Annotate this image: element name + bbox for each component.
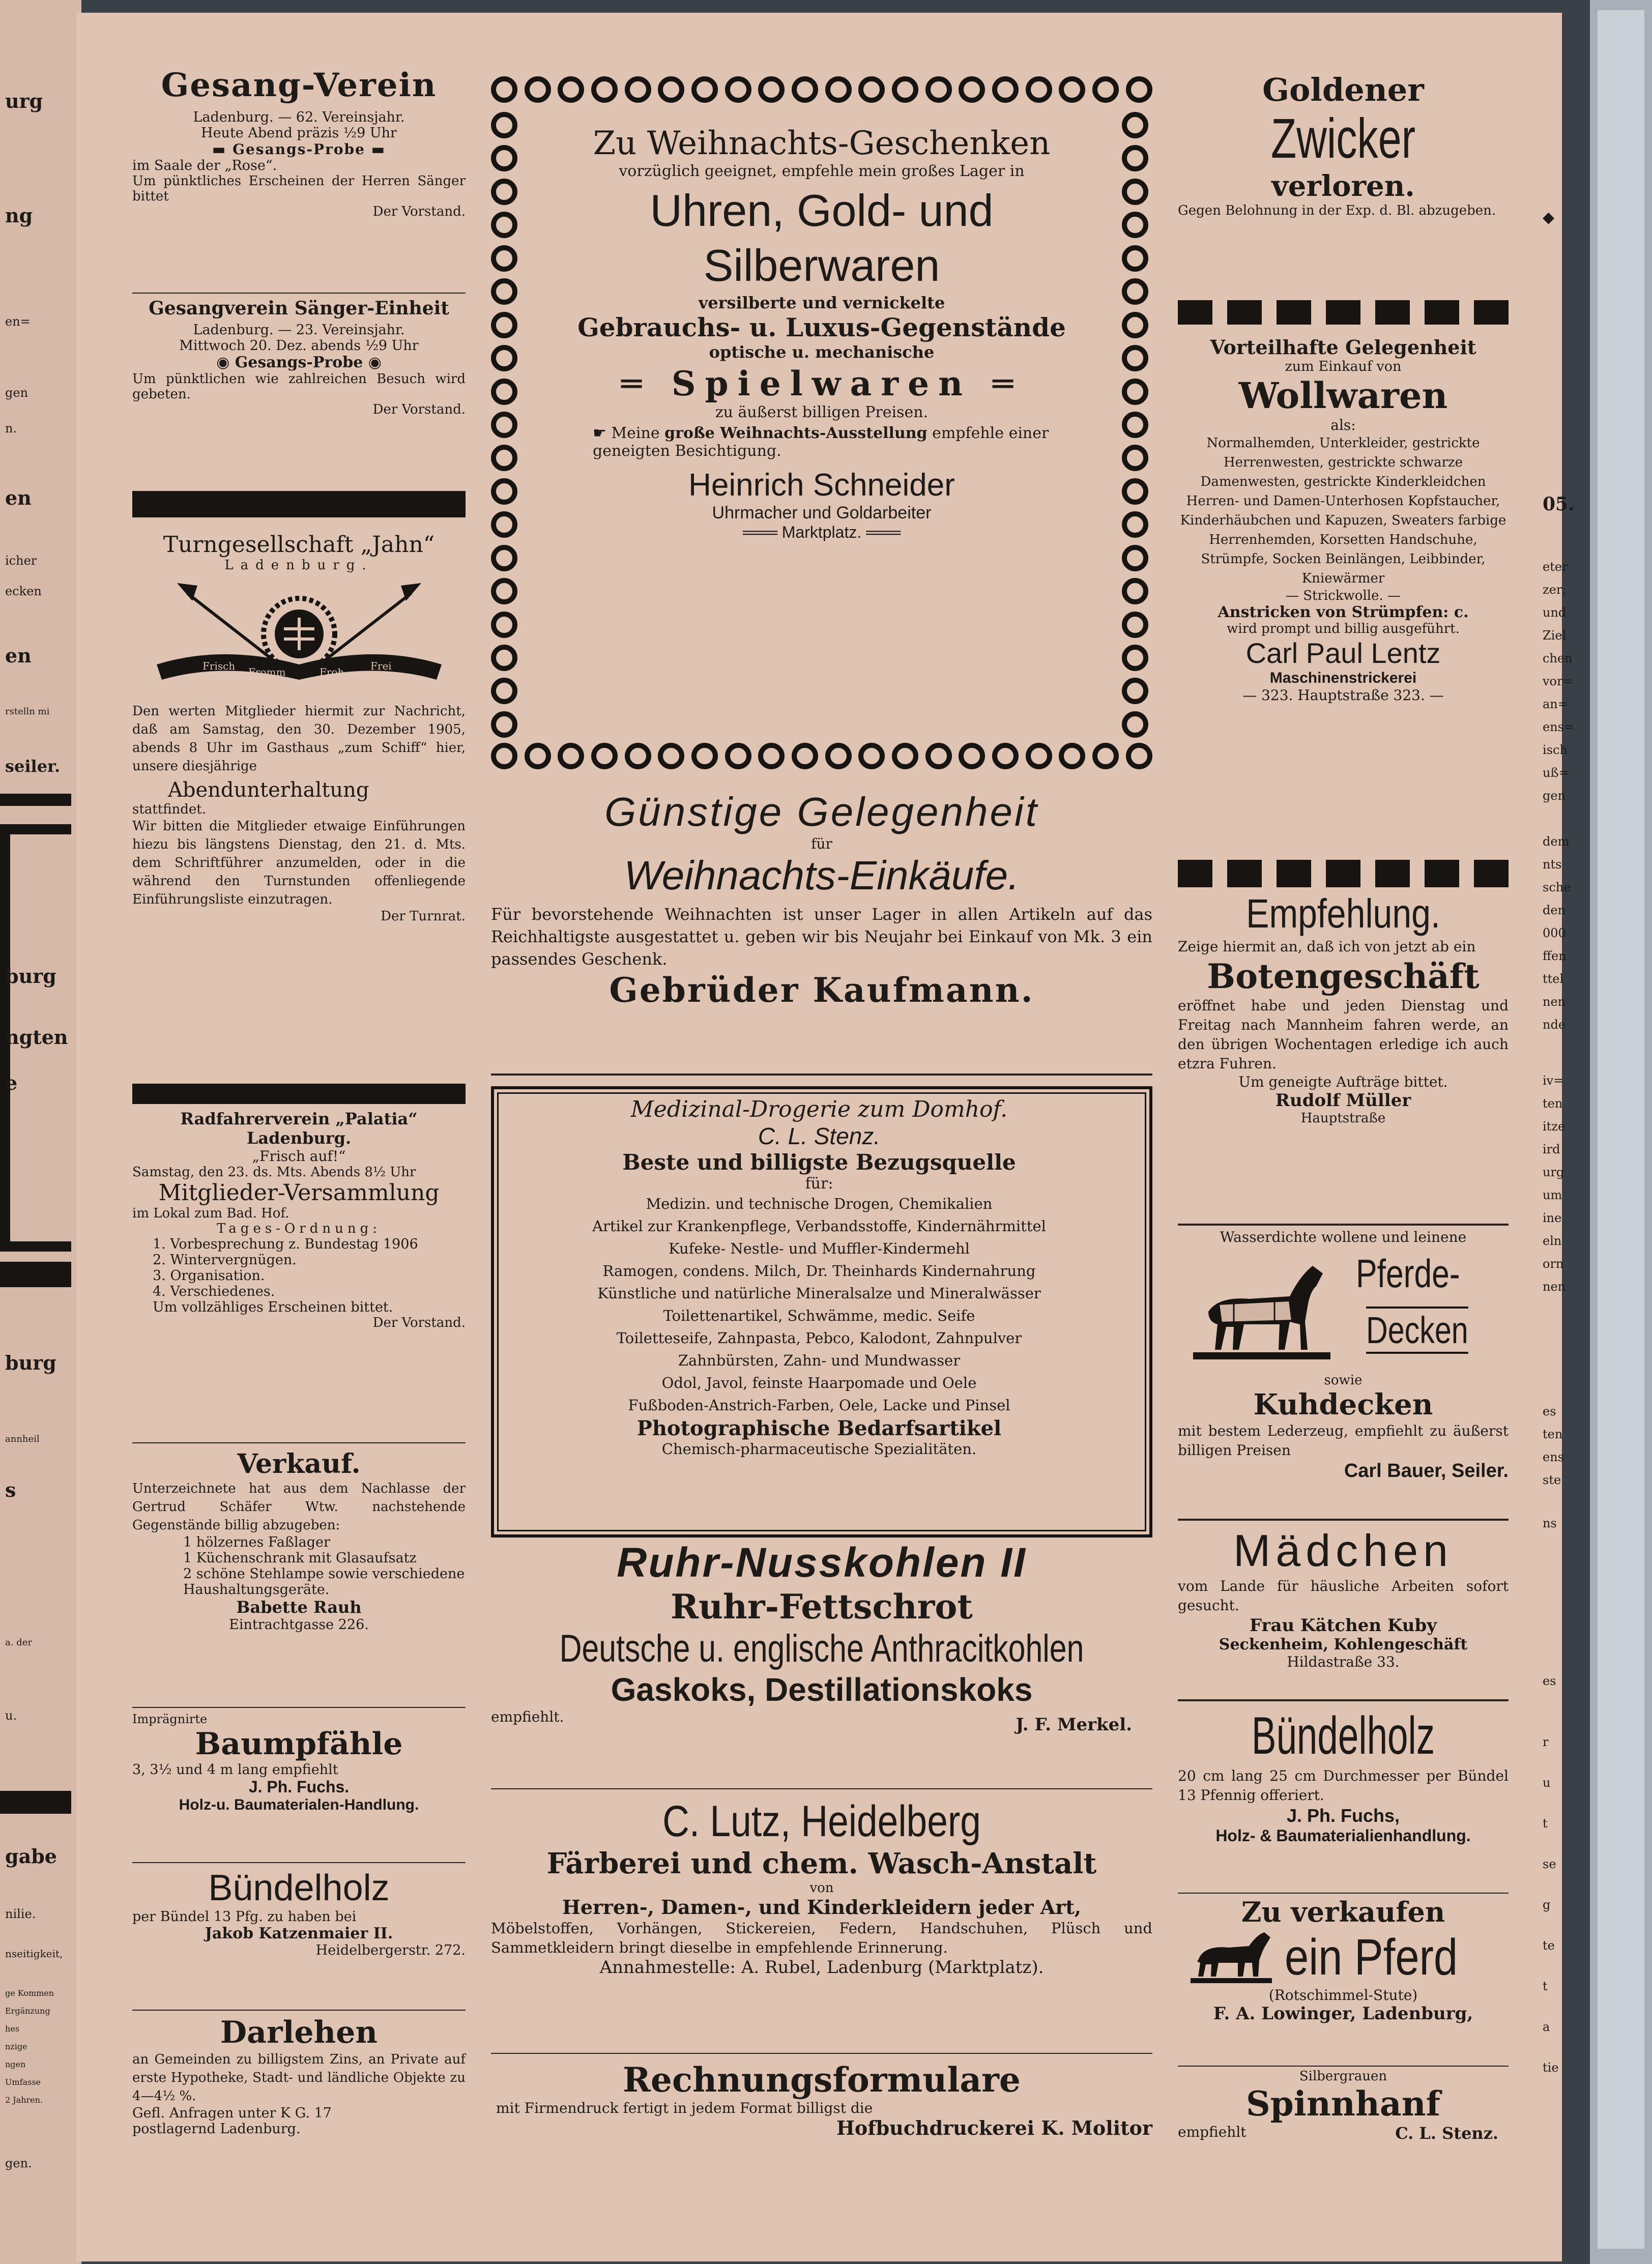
ad-text: 20 cm lang 25 cm Durchmesser per Bündel 13 Pfennig offeriert.	[1178, 1767, 1509, 1804]
ad-text: von	[809, 1880, 834, 1896]
edge-fragment: isch	[1543, 743, 1568, 757]
ad-text: Gefl. Anfragen unter K G. 17	[132, 2105, 332, 2121]
ad-text: Wir bitten die Mitglieder etwaige Einführungen hiezu bis längstens Dienstag, den 21. d. Mts. dem Schriftführer anzumelden, oder in die während den Turnstunden offenliegende Einführungsliste einzutragen.	[132, 819, 466, 907]
ad-gebrueder-kaufmann	[491, 789, 1152, 1010]
ad-highlight-text: Gesangs-Probe	[235, 354, 363, 371]
edge-fragment: annheil	[5, 1434, 40, 1444]
ad-name: Frau Kätchen Kuby	[1250, 1615, 1437, 1636]
ad-list-item: Toilettenartikel, Schwämme, medic. Seife	[663, 1307, 975, 1324]
ad-title: Verkauf.	[237, 1448, 361, 1479]
ad-headline: Färberei und chem. Wasch-Anstalt	[546, 1847, 1097, 1880]
ad-darlehen	[132, 2010, 466, 2137]
edge-fragment: eter	[1543, 560, 1568, 574]
ad-maedchen	[1178, 1519, 1509, 1670]
ad-title: Radfahrerverein „Palatia“ Ladenburg.	[180, 1109, 418, 1148]
ad-text: Annahmestelle: A. Rubel, Ladenburg (Marktplatz).	[599, 1957, 1044, 1978]
edge-fragment: orn	[1543, 1257, 1564, 1271]
edge-fragment: tie	[1543, 2060, 1559, 2075]
ad-text: optische u. mechanische	[709, 342, 935, 362]
ad-list-item: Medizin. und technische Drogen, Chemikalien	[646, 1195, 993, 1212]
ad-owner: C. L. Stenz.	[758, 1123, 881, 1149]
edge-bar	[0, 1241, 71, 1252]
edge-fragment: um	[1543, 1188, 1562, 1202]
ad-text: Silbergrauen	[1299, 2069, 1387, 2084]
ad-text: Herren-, Damen-, und Kinderkleidern jeder Art,	[562, 1896, 1082, 1919]
edge-fragment: gabe	[5, 1845, 57, 1868]
ad-title: Rechnungsformulare	[623, 2060, 1021, 2100]
edge-fragment: ge Kommen	[5, 1988, 54, 1998]
ad-headline: Ruhr-Fettschrot	[671, 1587, 973, 1627]
ad-footer	[1178, 2124, 1509, 2143]
ad-name: J. Ph. Fuchs,	[1286, 1805, 1400, 1826]
edge-fragment: vor=	[1543, 674, 1573, 688]
edge-fragment: uß=	[1543, 766, 1569, 780]
edge-fragment: urg	[5, 90, 43, 112]
ad-highlight: ▬ Gesangs-Probe ▬	[212, 141, 386, 158]
dash-rule	[1178, 300, 1509, 325]
ad-firm: Maschinenstrickerei	[1269, 670, 1417, 686]
ad-headline: Botengeschäft	[1207, 956, 1480, 996]
edge-fragment: ngen	[5, 2059, 26, 2069]
edge-fragment: gen	[1543, 789, 1566, 803]
ad-text: per Bündel 13 Pfg. zu haben bei	[132, 1909, 357, 1925]
rule	[491, 1073, 1152, 1081]
ad-signature: Der Vorstand.	[372, 1315, 466, 1330]
ad-text: zu äußerst billigen Preisen.	[715, 403, 929, 421]
ad-title: Goldener	[1262, 71, 1424, 108]
edge-fragment: t	[1543, 1816, 1548, 1831]
ad-text: als:	[1330, 417, 1356, 433]
ad-highlight: große Weihnachts-Ausstellung	[664, 424, 928, 442]
edge-fragment: en	[5, 486, 32, 509]
ad-buendelholz-right	[1178, 1699, 1509, 1845]
ad-text: (Rotschimmel-Stute)	[1268, 1987, 1418, 2004]
ad-headline-text: Spielwaren	[671, 364, 972, 403]
ad-headline: ═ Spielwaren ═	[621, 364, 1022, 403]
ad-list-item: Künstliche und natürliche Mineralsalze und Mineralwässer	[597, 1285, 1041, 1302]
ad-headline: Silberwaren	[703, 240, 940, 291]
ad-text: im Saale der „Rose“.	[132, 158, 277, 173]
ad-title: Baumpfähle	[195, 1726, 403, 1762]
edge-fragment: dem	[1543, 834, 1570, 849]
ad-baumpfaehle	[132, 1707, 466, 1814]
ad-signature: Der Vorstand.	[372, 204, 466, 219]
ad-title: C. Lutz, Heidelberg	[662, 1797, 981, 1846]
ad-text: Um pünktlichen wie zahlreichen Besuch wird gebeten.	[132, 371, 466, 402]
ad-text: Für bevorstehende Weihnachten ist unser Lager in allen Artikeln auf das Reichhaltigste ausgestattet u. geben wir bis Neujahr bei Einkauf von Mk. 3 ein passendes Geschenk.	[491, 905, 1152, 969]
edge-fragment: itze	[1543, 1119, 1566, 1134]
black-rule	[132, 491, 466, 517]
ad-address: Seckenheim, Kohlengeschäft	[1219, 1636, 1468, 1653]
edge-fragment: zer;	[1543, 583, 1567, 597]
ad-text: Gegen Belohnung in der Exp. d. Bl. abzugeben.	[1178, 203, 1496, 218]
ad-headline: Beste und billigste Bezugsquelle	[622, 1150, 1016, 1175]
ad-headline: Zu verkaufen	[1241, 1896, 1445, 1928]
ad-text: sowie	[1324, 1373, 1363, 1388]
previous-page-edge	[0, 0, 81, 2264]
edge-fragment: ste	[1543, 1473, 1561, 1487]
turnverein-emblem-icon	[147, 578, 452, 695]
ad-headline: Vorteilhafte Gelegenheit	[1210, 336, 1476, 359]
ad-verkauf	[132, 1442, 466, 1633]
ad-headline: ein Pferd	[1285, 1929, 1458, 1986]
ad-text: Chemisch-pharmaceutische Spezialitäten.	[661, 1440, 977, 1458]
ad-wollwaren	[1178, 336, 1509, 704]
ad-text: — Strickwolle. —	[1285, 588, 1401, 603]
ad-signature: Babette Rauh	[236, 1598, 362, 1617]
ad-name: C. L. Stenz.	[1395, 2124, 1498, 2143]
edge-fragment: ng	[5, 204, 33, 227]
ad-small: Imprägnirte	[132, 1712, 208, 1726]
edge-fragment: en	[5, 644, 32, 667]
ad-headline: Uhren, Gold- und	[650, 185, 994, 236]
ad-name: J. Ph. Fuchs.	[248, 1778, 350, 1796]
ad-text: zum Einkauf von	[1285, 359, 1402, 374]
ad-name: J. F. Merkel.	[1016, 1715, 1132, 1735]
ad-address: Heidelbergerstr. 272.	[315, 1942, 466, 1958]
ad-list-item: 2 schöne Stehlampe sowie verschiedene Haushaltungsgeräte.	[183, 1566, 465, 1598]
ad-lutz	[491, 1788, 1152, 1978]
ad-text: Samstag, den 23. ds. Mts. Abends 8½ Uhr	[132, 1165, 416, 1180]
edge-fragment: 000	[1543, 926, 1566, 940]
ad-text: Ladenburg. — 23. Vereinsjahr.	[193, 322, 405, 338]
ad-name: Jakob Katzenmaier II.	[205, 1925, 393, 1942]
ad-title: Wollwaren	[1238, 374, 1448, 417]
ad-text: Um pünktliches Erscheinen der Herren Sänger bittet	[132, 173, 466, 204]
ad-text-row	[547, 424, 1096, 460]
horse-icon	[1188, 1930, 1274, 1986]
ad-gesang-verein	[132, 66, 466, 219]
edge-fragment: ten	[1543, 1096, 1563, 1111]
ad-title: Gesang-Verein	[161, 66, 437, 104]
edge-fragment: s	[5, 1478, 16, 1501]
ad-highlight-text: Gesangs-Probe	[233, 141, 365, 158]
ad-text: mit Firmendruck fertigt in jedem Format billigst die	[496, 2100, 873, 2116]
horse-blanket-icon	[1183, 1256, 1336, 1368]
ad-title: Weihnachts-Einkäufe.	[624, 853, 1020, 898]
ad-text: empfiehlt	[1178, 2124, 1247, 2140]
ad-headline: Pferde-	[1356, 1251, 1460, 1296]
ad-headline: Decken	[1366, 1307, 1468, 1354]
ad-list-item: Artikel zur Krankenpflege, Verbandsstoffe, Kindernährmittel	[592, 1217, 1046, 1235]
ad-text: Gebrauchs- u. Luxus-Gegenstände	[577, 312, 1066, 342]
edge-fragment: hes	[5, 2024, 19, 2034]
ad-event: Mitglieder-Versammlung	[158, 1180, 440, 1206]
black-rule	[132, 1084, 466, 1104]
ad-title: Medizinal-Drogerie zum Domhof.	[630, 1096, 1008, 1122]
ad-pferd-verkauf	[1178, 1893, 1509, 2024]
ad-title: Darlehen	[220, 2015, 378, 2050]
agenda-item: 4. Verschiedenes.	[153, 1284, 275, 1299]
agenda-item: 1. Vorbesprechung z. Bundestag 1906	[153, 1236, 418, 1252]
edge-fragment: Ergänzung	[5, 2006, 50, 2016]
edge-fragment: a	[1543, 2020, 1550, 2034]
ad-title: Zu Weihnachts-Geschenken	[593, 125, 1051, 162]
edge-fragment: se	[1543, 1857, 1556, 1871]
ad-footer	[491, 1708, 1152, 1735]
edge-fragment: Ziel	[1543, 628, 1567, 643]
edge-fragment: g	[1543, 1898, 1551, 1912]
edge-fragment: den	[1543, 903, 1566, 917]
ad-title: Bündelholz	[208, 1868, 390, 1908]
ad-address: ═══ Marktplatz. ═══	[742, 523, 901, 541]
ad-image-row	[1178, 1245, 1509, 1373]
ad-text: mit bestem Lederzeug, empfiehlt zu äußerst billigen Preisen	[1178, 1423, 1509, 1459]
ad-address: — 323. Hauptstraße 323. —	[1242, 687, 1444, 704]
ad-list-item: Kufeke- Nestle- und Muffler-Kindermehl	[669, 1240, 970, 1257]
ad-text: Möbelstoffen, Vorhängen, Stickereien, Federn, Handschuhen, Plüsch und Sammetkleidern bringt dieselbe in empfehlende Erinnerung.	[491, 1920, 1152, 1956]
scan-backboard	[1590, 0, 1652, 2264]
ad-name: Heinrich Schneider	[688, 468, 955, 503]
edge-fragment: n.	[5, 421, 17, 436]
edge-fragment: te	[1543, 1938, 1555, 1953]
ad-text: vorzüglich geeignet, empfehle mein großes Lager in	[619, 162, 1025, 180]
ad-title: Turngesellschaft „Jahn“	[163, 532, 435, 558]
ad-subtitle: Ladenburg.	[224, 558, 373, 573]
ad-text: vom Lande für häusliche Arbeiten sofort gesucht.	[1178, 1578, 1509, 1614]
ad-name: Gebrüder Kaufmann.	[609, 970, 1034, 1010]
ad-name: Hofbuchdruckerei K. Molitor	[836, 2116, 1152, 2139]
agenda-item: 2. Wintervergnügen.	[153, 1252, 297, 1268]
ad-headline: Deutsche u. englische Anthracitkohlen	[559, 1627, 1084, 1670]
ad-text: Anstricken von Strümpfen: c.	[1218, 603, 1469, 621]
edge-fragment: ine	[1543, 1211, 1562, 1225]
emblem-word: Froh	[319, 666, 344, 678]
edge-fragment: a. der	[5, 1637, 32, 1648]
edge-fragment: t	[1543, 1979, 1548, 1993]
edge-fragment: u.	[5, 1708, 17, 1723]
ad-address: Hauptstraße	[1300, 1111, 1386, 1126]
ad-title: Spinnhanf	[1246, 2084, 1440, 2124]
ad-text: Heute Abend präzis ½9 Uhr	[201, 125, 397, 141]
ad-name: Rudolf Müller	[1275, 1090, 1411, 1111]
ad-title: Mädchen	[1233, 1525, 1453, 1576]
edge-fragment: sche	[1543, 880, 1571, 894]
ad-goldener-zwicker	[1178, 71, 1509, 218]
ad-list-item: 1 Küchenschrank mit Glasaufsatz	[183, 1550, 417, 1566]
ad-rechnungsformulare	[491, 2053, 1152, 2139]
ad-headline: Ruhr-Nusskohlen II	[617, 1540, 1027, 1586]
ad-buendelholz-left	[132, 1862, 466, 1958]
edge-fragment: nen	[1543, 995, 1566, 1009]
diamond-icon: ◆	[1543, 209, 1555, 226]
edge-bar	[0, 824, 71, 834]
edge-fragment: burg	[5, 965, 56, 988]
ad-text: im Lokal zum Bad. Hof.	[132, 1206, 289, 1221]
edge-fragment: seiler.	[5, 757, 61, 776]
ad-address: Eintrachtgasse 226.	[229, 1617, 369, 1633]
edge-fragment: es	[1543, 1404, 1556, 1418]
emblem-word: Frei	[370, 660, 392, 672]
edge-fragment: en=	[5, 314, 31, 329]
edge-fragment: nts	[1543, 857, 1562, 872]
agenda-item: 3. Organisation.	[153, 1268, 265, 1284]
edge-fragment: nzige	[5, 2042, 27, 2051]
edge-fragment: ttel	[1543, 972, 1564, 986]
edge-fragment: 2 Jahren.	[5, 2095, 43, 2105]
ad-text: Um geneigte Aufträge bittet.	[1238, 1073, 1448, 1090]
ad-heinrich-schneider	[547, 125, 1096, 542]
ad-list-item: Toiletteseife, Zahnpasta, Pebco, Kalodont, Zahnpulver	[616, 1329, 1022, 1347]
ad-text: eröffnet habe und jeden Dienstag und Freitag nach Mannheim fahren werde, an den übrigen Wochentagen erledige ich auch etzra Fuhren.	[1178, 997, 1509, 1072]
edge-bar	[0, 1262, 71, 1287]
ad-address: Hildastraße 33.	[1287, 1653, 1400, 1670]
ad-title: Günstige Gelegenheit	[604, 789, 1039, 834]
edge-fragment: burg	[5, 1351, 56, 1374]
ad-text: empfehle einer geneigten Besichtigung.	[593, 424, 1049, 460]
ad-signature: Der Vorstand.	[372, 402, 466, 417]
ad-profession: Uhrmacher und Goldarbeiter	[712, 503, 932, 523]
ring-column-right	[1122, 112, 1152, 738]
ad-text: versilberte und vernickelte	[698, 293, 945, 312]
ad-list-item: Fußboden-Anstrich-Farben, Oele, Lacke und Pinsel	[628, 1397, 1010, 1414]
edge-fragment: nen	[1543, 1280, 1566, 1294]
edge-fragment: urg	[1543, 1165, 1564, 1179]
ad-title: verloren.	[1271, 169, 1415, 203]
ad-event: Abendunterhaltung	[168, 778, 369, 802]
ad-list-item: Zahnbürsten, Zahn- und Mundwasser	[678, 1352, 961, 1369]
edge-fragment: ns	[1543, 1516, 1557, 1530]
ad-text: Unterzeichnete hat aus dem Nachlasse der Gertrud Schäfer Wtw. nachstehende Gegenstände billig abzugeben:	[132, 1481, 466, 1533]
ad-title: Zwicker	[1270, 107, 1416, 170]
ad-turngesellschaft	[132, 532, 466, 924]
ad-radfahrerverein	[132, 1109, 466, 1330]
edge-fragment: nde	[1543, 1018, 1566, 1032]
pointing-hand-icon: ☛	[593, 424, 606, 442]
ad-name: Carl Paul Lentz	[1245, 637, 1441, 669]
edge-fragment: 05.	[1543, 494, 1575, 515]
ad-text: Normalhemden, Unterkleider, gestrickte Herrenwesten, gestrickte schwarze Damenwesten, gestrickte Kinderkleidchen Herren- und Damen-Unterhosen Kopfstaucher, Kinderhäubchen und Kapuzen, Sweaters farbige Herrenhemden, Korsetten Handschuhe, Strümpfe, Socken Beinlängen, Leibbinder, Kniewärmer	[1180, 436, 1506, 586]
ad-text: Meine	[611, 424, 660, 442]
edge-fragment: an=	[1543, 697, 1568, 711]
ad-text: wird prompt und billig ausgeführt.	[1227, 621, 1460, 636]
edge-fragment: u	[1543, 1776, 1551, 1790]
ad-image-row	[1178, 1928, 1509, 1987]
edge-fragment: es	[1543, 1674, 1556, 1688]
edge-fragment: ffen	[1543, 949, 1567, 963]
edge-fragment: ten	[1543, 1427, 1563, 1441]
ad-title: Empfehlung.	[1246, 891, 1440, 936]
ad-highlight: ◉ Gesangs-Probe ◉	[216, 354, 382, 371]
ad-text: Um vollzähliges Erscheinen bittet.	[153, 1299, 393, 1315]
ad-spinnhanf	[1178, 2066, 1509, 2143]
ad-text: Zeige hiermit an, daß ich von jetzt ab ein	[1178, 938, 1476, 955]
ad-pferdedecken	[1178, 1224, 1509, 1482]
edge-fragment: und	[1543, 605, 1567, 620]
edge-fragment: nilie.	[5, 1907, 36, 1921]
edge-fragment: ens=	[1543, 720, 1575, 734]
ad-name: Carl Bauer, Seiler.	[1344, 1460, 1509, 1482]
ad-firm: Holz- & Baumaterialienhandlung.	[1215, 1826, 1471, 1845]
ad-saenger-einheit	[132, 293, 466, 417]
ring-column-left	[491, 112, 521, 738]
edge-fragment: ngten	[5, 1026, 68, 1049]
ad-title: Bündelholz	[1251, 1706, 1435, 1765]
ad-headline: Kuhdecken	[1253, 1388, 1433, 1421]
ad-headline: Gaskoks, Destillationskoks	[611, 1671, 1033, 1708]
emblem-word: Fromm	[248, 666, 285, 678]
ad-text: „Frisch auf!“	[252, 1148, 346, 1165]
ad-drogerie	[506, 1096, 1132, 1458]
ad-headline: Photographische Bedarfsartikel	[636, 1416, 1002, 1440]
edge-bar	[0, 794, 71, 806]
ad-text: für:	[805, 1175, 833, 1193]
ad-text: Den werten Mitglieder hiermit zur Nachricht, daß am Samstag, den 30. Dezember 1905, abends 8 Uhr im Gasthaus „zum Schiff“ hier, unsere diesjährige	[132, 704, 466, 774]
ad-text: Mittwoch 20. Dez. abends ½9 Uhr	[179, 338, 419, 354]
edge-fragment: Umfasse	[5, 2077, 41, 2087]
ad-list-item: 1 hölzernes Faßlager	[183, 1534, 330, 1550]
ad-agenda-title: Tages-Ordnung:	[216, 1221, 381, 1236]
edge-fragment: icher	[5, 554, 37, 568]
ad-text: an Gemeinden zu billigstem Zins, an Private auf erste Hypotheke, Stadt- und ländliche Objekte zu 4—4½ %.	[132, 2052, 466, 2104]
ad-text: Ladenburg. — 62. Vereinsjahr.	[193, 109, 405, 125]
ad-list-item: Ramogen, condens. Milch, Dr. Theinhards Kindernahrung	[602, 1262, 1036, 1280]
edge-fragment: rstelln mi	[5, 706, 50, 717]
ad-list-item: Odol, Javol, feinste Haarpomade und Oele	[661, 1374, 977, 1391]
edge-fragment: nseitigkeit,	[5, 1948, 63, 1960]
ring-row-bottom	[491, 743, 1152, 773]
ad-signature: Der Turnrat.	[381, 909, 466, 924]
edge-fragment: ens	[1543, 1450, 1564, 1464]
edge-fragment: chen	[1543, 651, 1573, 665]
edge-bar	[0, 1791, 71, 1814]
dash-rule	[1178, 860, 1509, 887]
ad-text: stattfindet.	[132, 802, 207, 817]
edge-fragment: eln	[1543, 1234, 1562, 1248]
ad-text: postlagernd Ladenburg.	[132, 2121, 301, 2137]
edge-fragment: e	[5, 1071, 18, 1094]
edge-fragment: ecken	[5, 584, 42, 598]
edge-fragment: r	[1543, 1735, 1549, 1749]
ring-row-top	[491, 76, 1152, 107]
edge-fragment: iv=	[1543, 1073, 1564, 1088]
ad-text: empfiehlt.	[491, 1708, 564, 1725]
ad-firm: Holz-u. Baumaterialen-Handlung.	[179, 1796, 419, 1813]
ad-rudolf-mueller	[1178, 890, 1509, 1126]
ad-name: F. A. Lowinger, Ladenburg,	[1213, 2004, 1473, 2024]
edge-fragment: gen.	[5, 2156, 32, 2170]
edge-fragment: gen	[5, 386, 28, 400]
ad-merkel	[491, 1539, 1152, 1735]
ad-text: 3, 3½ und 4 m lang empfiehlt	[132, 1762, 338, 1778]
ad-address-text: Marktplatz.	[781, 523, 862, 541]
ad-title: Gesangverein Sänger-Einheit	[149, 298, 449, 319]
edge-fragment: ird	[1543, 1142, 1560, 1156]
emblem-word: Frisch	[202, 660, 235, 672]
ad-text: für	[811, 835, 832, 852]
ad-text: Wasserdichte wollene und leinene	[1220, 1229, 1467, 1245]
